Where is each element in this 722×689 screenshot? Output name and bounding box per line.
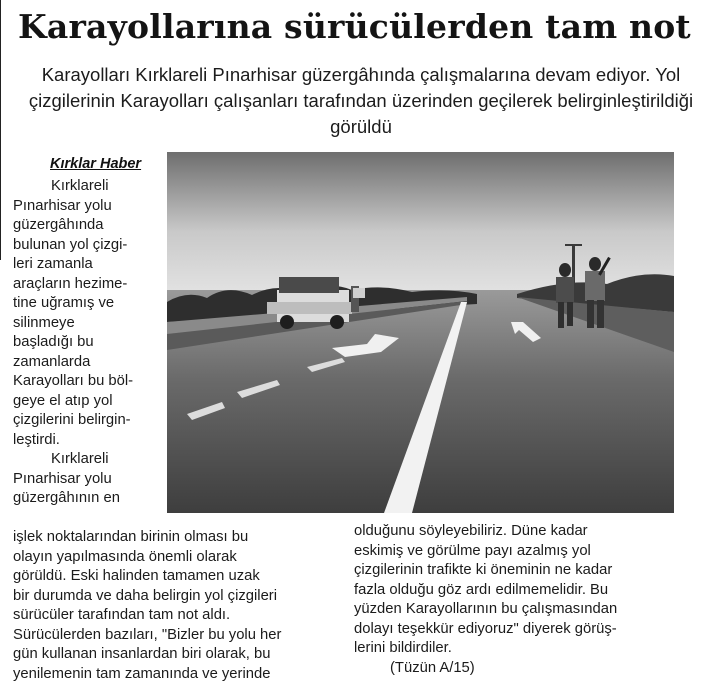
body-line: olduğunu söyleyebiliriz. Düne kadar <box>354 523 588 539</box>
body-column-narrow <box>13 177 158 509</box>
body-line: olayın yapılmasında önemli olarak <box>13 548 237 565</box>
body-line: lerini bildirdiler. <box>354 640 452 656</box>
road-photo-illustration <box>167 152 674 513</box>
body-line: işlek noktalarından birinin olması bu <box>13 529 249 545</box>
body-line: silinmeye <box>13 314 75 331</box>
signature: (Tüzün A/15) <box>390 659 475 676</box>
body-line: Pınarhisar yolu <box>13 197 112 214</box>
body-line: leştirdi. <box>13 431 60 448</box>
body-line: görüldü. Eski halinden tamamen uzak <box>13 568 260 584</box>
body-column-right <box>354 522 684 678</box>
body-line: bulunan yol çizgi- <box>13 236 128 253</box>
body-line: fazla olduğu göz ardı edilmemelidir. Bu <box>354 581 609 598</box>
body-line: güzergâhının en <box>13 490 120 506</box>
body-line: Kırklareli <box>51 178 109 194</box>
body-line: Sürücülerden bazıları, "Bizler bu yolu her <box>13 626 282 643</box>
news-photo <box>167 152 674 513</box>
body-column-left <box>13 528 349 684</box>
body-line: gün kullanan insanlardan biri olarak, bu <box>13 646 271 662</box>
body-line: yenilemenin tam zamanında ve yerinde <box>13 665 271 682</box>
body-line: leri zamanla <box>13 256 93 272</box>
body-line: Kırklareli <box>51 451 109 467</box>
headline: Karayollarına sürücülerden tam not <box>18 7 691 46</box>
byline: Kırklar Haber <box>50 156 142 172</box>
body-line: başladığı bu <box>13 334 94 350</box>
body-line: bir durumda ve daha belirgin yol çizgileri <box>13 587 278 604</box>
body-line: dolayı teşekkür ediyoruz" diyerek görüş- <box>354 620 617 637</box>
body-line: tine uğramış ve <box>13 295 115 311</box>
deck-subheadline: Karayolları Kırklareli Pınarhisar güzergâhında çalışmalarına devam ediyor. Yol çizgilerinin Karayolları çalışanları tarafından üzerinden geçilerek belirginleştirildiği görüldü <box>28 64 694 137</box>
column-rule <box>0 0 1 260</box>
body-line: eskimiş ve görülme payı azalmış yol <box>354 542 591 559</box>
body-line: çizgilerini belirgin- <box>13 412 131 428</box>
body-line: araçların hezime- <box>13 275 128 292</box>
body-line: zamanlarda <box>13 353 91 370</box>
body-line: güzergâhında <box>13 217 104 233</box>
body-line: yüzden Karayollarının bu çalışmasından <box>354 601 618 617</box>
body-line: Pınarhisar yolu <box>13 470 112 487</box>
body-line: çizgilerinin trafikte ki öneminin ne kadar <box>354 562 613 578</box>
body-line: Karayolları bu böl- <box>13 373 134 389</box>
body-line: sürücüler tarafından tam not aldı. <box>13 607 231 623</box>
body-line: geye el atıp yol <box>13 392 113 409</box>
